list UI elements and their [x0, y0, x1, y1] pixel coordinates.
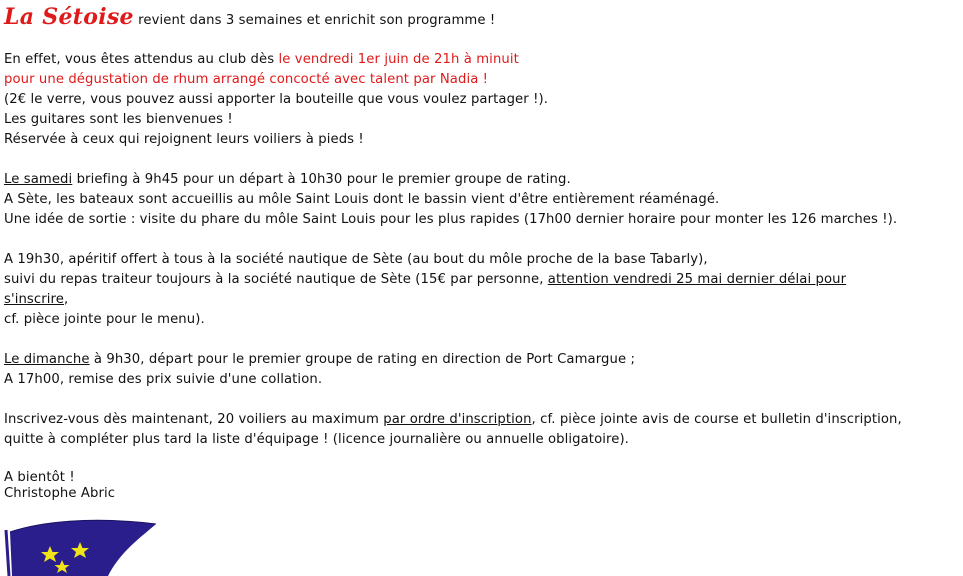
spacer: [4, 30, 959, 50]
closing-greeting: A bientôt !: [4, 470, 75, 485]
evening-line-3: [4, 290, 959, 310]
spacer: [4, 450, 959, 470]
deadline-notice-end: s'inscrire: [4, 292, 64, 307]
registration-text: Inscrivez-vous dès maintenant, 20 voiliers au maximum: [4, 412, 384, 427]
saturday-label: Le samedi: [4, 172, 73, 187]
saturday-line-3: Une idée de sortie : visite du phare du môle Saint Louis pour les plus rapides (17h00 dernier horaire pour monter les 126 marches !).: [4, 212, 898, 227]
saturday-text: briefing à 9h45 pour un départ à 10h30 pour le premier groupe de rating.: [72, 172, 571, 187]
evening-punct: ,: [63, 292, 69, 307]
evening-line-1: A 19h30, apéritif offert à tous à la société nautique de Sète (au bout du môle proche de la base Tabarly),: [4, 252, 708, 267]
intro-line-3: (2€ le verre, vous pouvez aussi apporter la bouteille que vous voulez partager !).: [4, 92, 549, 107]
registration-line-2: quitte à compléter plus tard la liste d'équipage ! (licence journalière ou annuelle obligatoire).: [4, 432, 629, 447]
sunday-label: Le dimanche: [4, 352, 90, 367]
registration-order-note: par ordre d'inscription: [383, 412, 532, 427]
header-tagline: revient dans 3 semaines et enrichit son programme !: [133, 13, 496, 28]
sunday-line-1: [4, 350, 959, 370]
intro-line-2: pour une dégustation de rhum arrangé concocté avec talent par Nadia !: [4, 72, 489, 87]
spacer: [4, 150, 959, 170]
event-date-highlight: le vendredi 1er juin de 21h à minuit: [278, 52, 519, 67]
club-burgee-flag-icon: [0, 512, 160, 576]
signature-name: Christophe Abric: [4, 486, 116, 501]
spacer: [4, 330, 959, 350]
flag-pole: [6, 530, 9, 576]
intro-text: En effet, vous êtes attendus au club dès: [4, 52, 279, 67]
registration-text-end: , cf. pièce jointe avis de course et bulletin d'inscription,: [531, 412, 902, 427]
spacer: [4, 390, 959, 410]
evening-line-2: [4, 270, 959, 290]
evening-line-4: cf. pièce jointe pour le menu).: [4, 312, 205, 327]
saturday-line-2: A Sète, les bateaux sont accueillis au môle Saint Louis dont le bassin vient d'être entièrement réaménagé.: [4, 192, 720, 207]
evening-text: suivi du repas traiteur toujours à la société nautique de Sète (15€ par personne,: [4, 272, 548, 287]
brand-title: La Sétoise: [4, 4, 134, 30]
header-line: [4, 4, 959, 30]
sunday-text: à 9h30, départ pour le premier groupe de rating en direction de Port Camargue ;: [89, 352, 635, 367]
deadline-notice: attention vendredi 25 mai dernier délai pour: [547, 272, 847, 287]
intro-line-4: Les guitares sont les bienvenues !: [4, 112, 233, 127]
registration-line-1: [4, 410, 959, 430]
intro-line-5: Réservée à ceux qui rejoignent leurs voiliers à pieds !: [4, 132, 364, 147]
saturday-line-1: [4, 170, 959, 190]
sunday-line-2: A 17h00, remise des prix suivie d'une collation.: [4, 372, 323, 387]
email-body: [4, 4, 959, 502]
intro-line-1: [4, 50, 959, 70]
spacer: [4, 230, 959, 250]
